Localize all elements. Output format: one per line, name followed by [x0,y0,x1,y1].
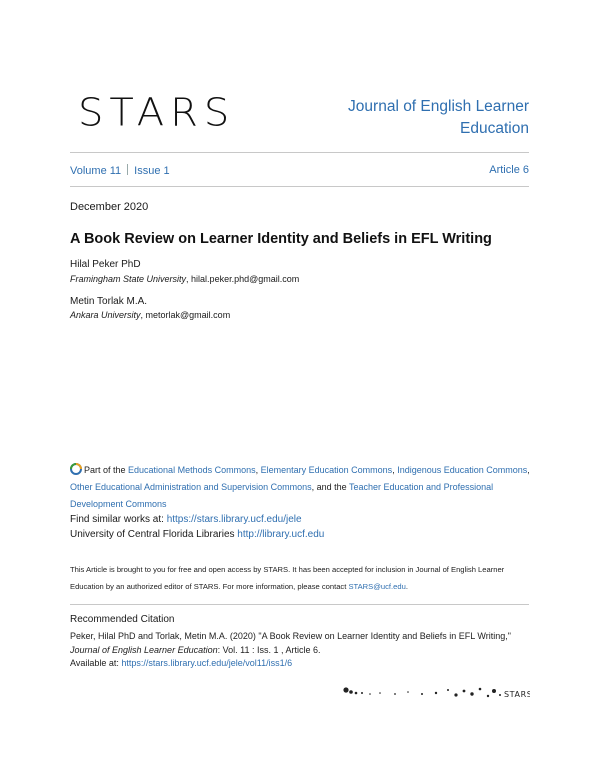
author-institution: Ankara University [70,310,141,320]
commons-link[interactable]: Elementary Education Commons [260,465,393,475]
divider [127,164,128,175]
publication-date: December 2020 [70,201,149,213]
separator: , [392,465,398,475]
network-commons-icon [70,463,82,475]
commons-link[interactable]: Indigenous Education Commons [397,465,528,475]
footer-logo-text: STARS [504,690,530,699]
separator: , [527,465,530,475]
issue-rule [70,186,529,187]
citation-volume: : Vol. 11 : Iss. 1 , Article 6. [217,644,321,655]
notice-end: . [405,582,408,591]
part-of-prefix: Part of the [84,465,129,475]
find-similar [70,514,302,525]
author-name: Hilal Peker PhD [70,259,141,270]
notice-text: This Article is brought to you for free and open access by STARS. It has been accepted for inclusion in Journal of English Learner Education by an authorized editor of STARS. For more information, please contact [70,565,505,591]
issue-link[interactable]: Issue 1 [134,165,170,177]
journal-name-line1[interactable]: Journal of English Learner [348,98,529,115]
find-similar-label: Find similar works at: [70,514,167,525]
citation-heading: Recommended Citation [70,614,175,625]
contact-email-link[interactable]: STARS@ucf.edu [348,582,406,591]
stars-logo: STARS [78,91,236,135]
library-label: University of Central Florida Libraries [70,529,238,540]
part-of-commons [70,462,532,513]
author-email: , metorlak@gmail.com [140,310,231,320]
author-name: Metin Torlak M.A. [70,296,148,307]
author-affiliation [70,274,299,284]
citation-rule [70,604,529,605]
commons-link[interactable]: Educational Methods Commons [128,465,256,475]
stars-footer-logo [340,682,530,704]
article-url-link[interactable]: https://stars.library.ucf.edu/jele/vol11/iss1/6 [121,658,293,668]
access-notice [70,561,532,595]
author-institution: Framingham State University [70,274,187,284]
citation-text [70,630,532,671]
citation-journal: Journal of English Learner Education [70,644,218,655]
author-affiliation [70,310,230,320]
volume-link[interactable]: Volume 11 [70,165,122,177]
separator: , [255,465,261,475]
issue-bar [70,164,529,177]
available-label: Available at: [70,658,122,668]
article-title: A Book Review on Learner Identity and Beliefs in EFL Writing [70,231,492,247]
top-rule [70,152,529,153]
library-link[interactable]: http://library.ucf.edu [237,529,325,540]
journal-name[interactable] [348,96,529,140]
separator: , and the [311,482,349,492]
journal-name-line2[interactable]: Education [460,120,529,137]
article-link[interactable]: Article 6 [489,164,529,176]
commons-link[interactable]: Teacher Education and Professional Development Commons [70,482,494,509]
commons-link[interactable]: Other Educational Administration and Supervision Commons [70,482,312,492]
similar-works-link[interactable]: https://stars.library.ucf.edu/jele [166,514,302,525]
author-email: , hilal.peker.phd@gmail.com [186,274,300,284]
citation-body: Peker, Hilal PhD and Torlak, Metin M.A. (2020) "A Book Review on Learner Identity and Beliefs in EFL Writing," [70,631,511,641]
library-line [70,529,324,540]
